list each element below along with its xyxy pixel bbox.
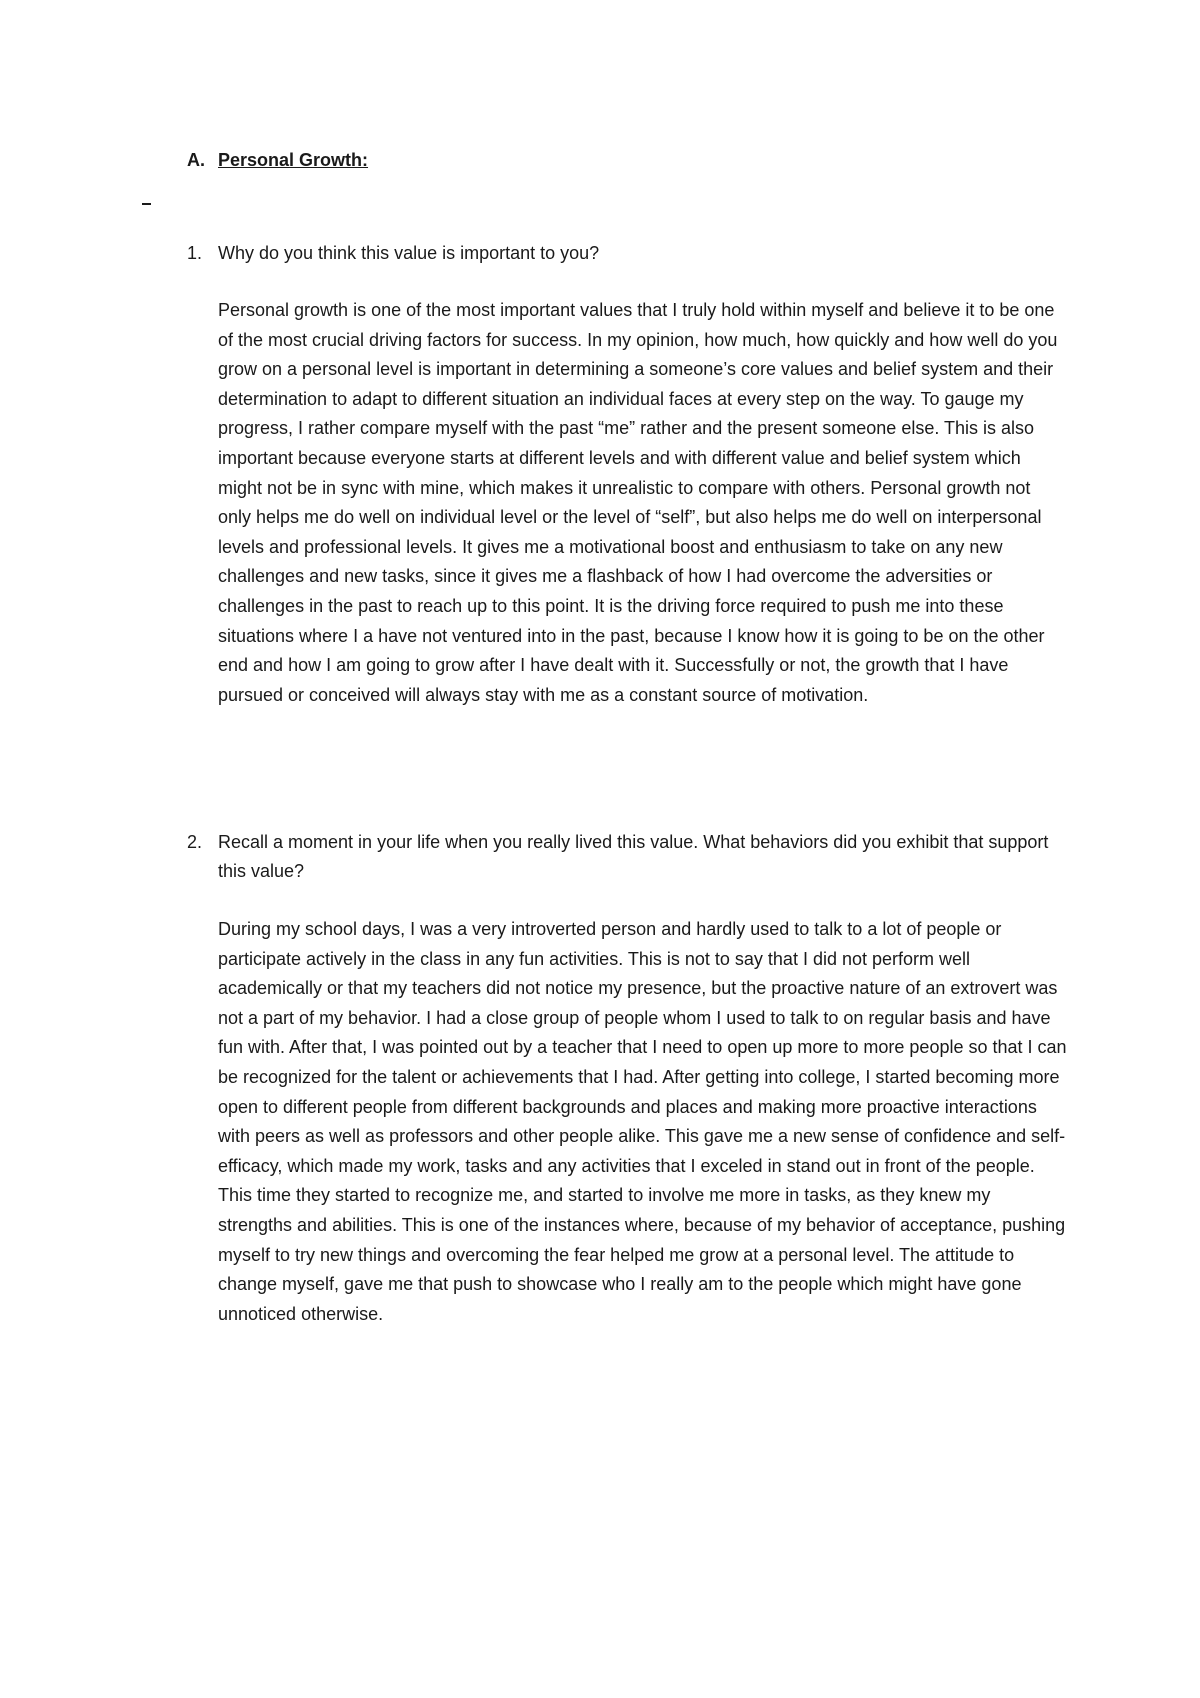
section-title: Personal Growth: bbox=[218, 150, 369, 170]
section-heading bbox=[187, 148, 368, 172]
question-number: 2. bbox=[187, 832, 203, 852]
stray-dash-mark bbox=[142, 203, 151, 205]
question-2 bbox=[187, 828, 1067, 886]
question-text: Recall a moment in your life when you really lived this value. What behaviors did you exhibit that support this value? bbox=[218, 832, 1049, 881]
answer-2-paragraph: During my school days, I was a very introverted person and hardly used to talk to a lot of people or participate actively in the class in any fun activities. This is not to say that I did not perform well academically or that my teachers did not notice my presence, but the proactive nature of an extrovert was not a part of my behavior. I had a close group of people whom I used to talk to on regular basis and have fun with. After that, I was pointed out by a teacher that I need to open up more to more people so that I can be recognized for the talent or achievements that I had. After getting into college, I started becoming more open to different people from different backgrounds and places and making more proactive interactions with peers as well as professors and other people alike. This gave me a new sense of confidence and self-efficacy, which made my work, tasks and any activities that I exceled in stand out in front of the people. This time they started to recognize me, and started to involve me more in tasks, as they knew my strengths and abilities. This is one of the instances where, because of my behavior of acceptance, pushing myself to try new things and overcoming the fear helped me grow at a personal level. The attitude to change myself, gave me that push to showcase who I really am to the people which might have gone unnoticed otherwise. bbox=[218, 919, 1067, 1324]
section-letter: A. bbox=[187, 150, 205, 170]
answer-1-paragraph: Personal growth is one of the most important values that I truly hold within myself and believe it to be one of the most crucial driving factors for success. In my opinion, how much, how quickly and how well do you grow on a personal level is important in determining a someone’s core values and belief system and their determination to adapt to different situation an individual faces at every step on the way. To gauge my progress, I rather compare myself with the past “me” rather and the present someone else. This is also important because everyone starts at different levels and with different value and belief system which might not be in sync with mine, which makes it unrealistic to compare with others. Personal growth not only helps me do well on individual level or the level of “self”, but also helps me do well on interpersonal levels and professional levels. It gives me a motivational boost and enthusiasm to take on any new challenges and new tasks, since it gives me a flashback of how I had overcome the adversities or challenges in the past to reach up to this point. It is the driving force required to push me into these situations where I a have not ventured into in the past, because I know how it is going to be on the other end and how I am going to grow after I have dealt with it. Successfully or not, the growth that I have pursued or conceived will always stay with me as a constant source of motivation. bbox=[218, 300, 1058, 705]
question-text: Why do you think this value is important to you? bbox=[218, 243, 600, 263]
question-number: 1. bbox=[187, 243, 203, 263]
question-1 bbox=[187, 239, 1067, 268]
